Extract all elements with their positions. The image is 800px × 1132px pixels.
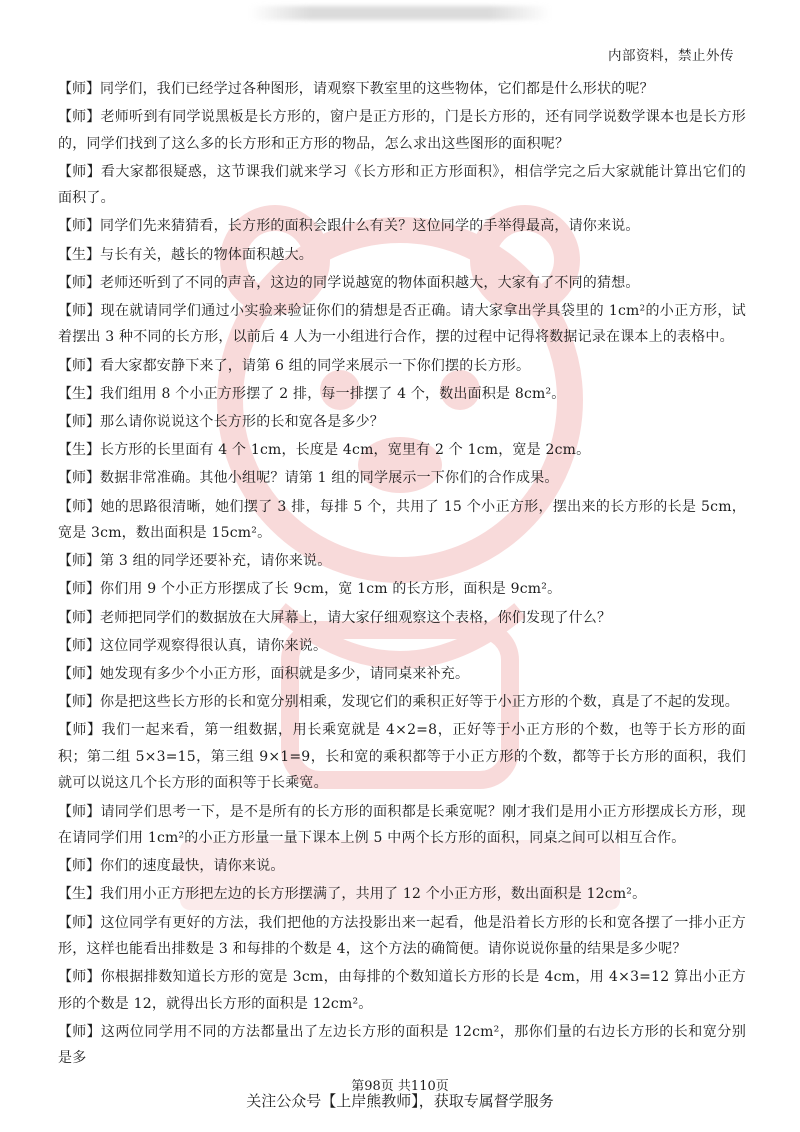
dialogue-paragraph — [58, 689, 746, 715]
dialogue-paragraph — [58, 381, 746, 407]
dialogue-paragraph — [58, 548, 746, 574]
paragraph-text: 老师还听到了不同的声音，这边的同学说越宽的物体面积越大，大家有了不同的猜想。 — [100, 274, 640, 291]
speaker-tag: 【师】 — [58, 858, 100, 875]
dialogue-paragraph — [58, 270, 746, 296]
paragraph-text: 她的思路很清晰，她们摆了 3 排，每排 5 个，共用了 15 个小正方形，摆出来的长方形的长是 5cm，宽是 3cm，数出面积是 15cm²。 — [58, 498, 747, 542]
speaker-tag: 【师】 — [58, 81, 100, 97]
dialogue-body — [58, 76, 746, 1073]
paragraph-text: 你们用 9 个小正方形摆成了长 9cm，宽 1cm 的长方形，面积是 9cm²。 — [100, 581, 562, 598]
dialogue-paragraph — [58, 159, 746, 212]
paragraph-text: 她发现有多少个小正方形，面积就是多少，请同桌来补充。 — [100, 666, 470, 683]
speaker-tag: 【师】 — [58, 357, 100, 374]
speaker-tag: 【师】 — [58, 609, 100, 626]
paragraph-text: 这位同学观察得很认真，请你来说。 — [100, 637, 328, 654]
paragraph-text: 老师把同学们的数据放在大屏幕上，请大家仔细观察这个表格，你们发现了什么？ — [100, 609, 612, 626]
paragraph-text: 看大家都安静下来了，请第 6 组的同学来展示一下你们摆的长方形。 — [100, 357, 531, 374]
paragraph-text: 同学们，我们已经学过各种图形，请观察下教室里的这些物体，它们都是什么形状的呢？ — [100, 81, 654, 97]
dialogue-paragraph — [58, 213, 746, 239]
dialogue-paragraph — [58, 910, 746, 963]
paragraph-text: 与长有关，越长的物体面积越大。 — [100, 246, 313, 263]
dialogue-paragraph — [58, 409, 746, 435]
dialogue-paragraph — [58, 605, 746, 631]
dialogue-paragraph — [58, 964, 746, 1017]
speaker-tag: 【师】 — [58, 414, 100, 431]
paragraph-text: 长方形的长里面有 4 个 1cm，长度是 4cm，宽里有 2 个 1cm，宽是 2cm。 — [100, 442, 591, 459]
paragraph-text: 这位同学有更好的方法，我们把他的方法投影出来一起看，他是沿着长方形的长和宽各摆了一排小正方形，这样也能看出排数是 3 和每排的个数是 4，这个方法的确简便。请你说说你量的结果是多少呢？ — [58, 914, 747, 957]
paragraph-text: 我们组用 8 个小正方形摆了 2 排，每一排摆了 4 个，数出面积是 8cm²。 — [100, 385, 566, 402]
speaker-tag: 【师】 — [58, 218, 100, 235]
speaker-tag: 【师】 — [58, 498, 101, 515]
speaker-tag: 【师】 — [58, 694, 100, 711]
paragraph-text: 你是把这些长方形的长和宽分别相乘，发现它们的乘积正好等于小正方形的个数，真是了不起的发现。 — [100, 694, 739, 711]
speaker-tag: 【师】 — [58, 553, 100, 570]
dialogue-paragraph — [58, 465, 746, 491]
speaker-tag: 【生】 — [58, 442, 100, 459]
footer-promo: 关注公众号【上岸熊教师】，获取专属督学服务 — [246, 1092, 554, 1110]
speaker-tag: 【师】 — [58, 1023, 101, 1040]
paragraph-text: 我们一起来看，第一组数据，用长乘宽就是 4×2=8，正好等于小正方形的个数，也等于长方形的面积；第二组 5×3=15，第三组 9×1=9，长和宽的乘积都等于小正方形的个数，都等于长方形的面积，我们就可以说这几个长方形的面积等于长乘宽。 — [58, 722, 746, 792]
speaker-tag: 【师】 — [58, 274, 100, 291]
dialogue-paragraph — [58, 717, 746, 796]
speaker-tag: 【师】 — [58, 666, 100, 683]
paragraph-text: 我们用小正方形把左边的长方形摆满了，共用了 12 个小正方形，数出面积是 12cm²。 — [100, 886, 647, 903]
speaker-tag: 【生】 — [58, 246, 100, 263]
dialogue-paragraph — [58, 104, 746, 157]
blurred-header-band — [250, 6, 550, 20]
paragraph-text: 现在就请同学们通过小实验来验证你们的猜想是否正确。请大家拿出学具袋里的 1cm²的小正方形，试着摆出 3 种不同的长方形，以前后 4 人为一小组进行合作，摆的过程中记得将数据记录在课本上的表格中。 — [58, 303, 747, 346]
dialogue-paragraph — [58, 661, 746, 687]
paragraph-text: 第 3 组的同学还要补充，请你来说。 — [100, 553, 332, 570]
paragraph-text: 你们的速度最快，请你来说。 — [100, 858, 285, 875]
paragraph-text: 看大家都很疑惑，这节课我们就来学习《长方形和正方形面积》，相信学完之后大家就能计算出它们的面积了。 — [58, 163, 747, 207]
speaker-tag: 【师】 — [58, 969, 101, 986]
speaker-tag: 【师】 — [58, 470, 100, 487]
header-note: 内部资料，禁止外传 — [608, 48, 734, 64]
dialogue-paragraph — [58, 494, 746, 547]
dialogue-paragraph — [58, 881, 746, 907]
dialogue-paragraph — [58, 853, 746, 879]
speaker-tag: 【生】 — [58, 385, 100, 402]
paragraph-text: 请同学们思考一下，是不是所有的长方形的面积都是长乘宽呢？刚才我们是用小正方形摆成长方形，现在请同学们用 1cm²的小正方形量一量下课本上例 5 中两个长方形的面积，同桌之间可以相互合作。 — [58, 803, 747, 846]
dialogue-paragraph — [58, 799, 746, 852]
speaker-tag: 【师】 — [58, 163, 101, 180]
speaker-tag: 【师】 — [58, 722, 102, 739]
speaker-tag: 【师】 — [58, 803, 101, 820]
dialogue-paragraph — [58, 633, 746, 659]
paragraph-text: 数据非常准确。其他小组呢？请第 1 组的同学展示一下你们的合作成果。 — [100, 470, 559, 487]
dialogue-paragraph — [58, 353, 746, 379]
paragraph-text: 老师听到有同学说黑板是长方形的，窗户是正方形的，门是长方形的，还有同学说数学课本也是长方形的，同学们找到了这么多的长方形和正方形的物品，怎么求出这些图形的面积呢？ — [58, 109, 747, 152]
page-number: 第98页 共110页 — [351, 1079, 449, 1094]
dialogue-paragraph — [58, 242, 746, 268]
speaker-tag: 【师】 — [58, 303, 101, 320]
paragraph-text: 你根据排数知道长方形的宽是 3cm，由每排的个数知道长方形的长是 4cm，用 4×3=12 算出小正方形的个数是 12，就得出长方形的面积是 12cm²。 — [58, 969, 747, 1012]
dialogue-paragraph — [58, 76, 746, 102]
paragraph-text: 这两位同学用不同的方法都量出了左边长方形的面积是 12cm²，那你们量的右边长方形的长和宽分别是多 — [58, 1023, 747, 1067]
dialogue-paragraph — [58, 437, 746, 463]
speaker-tag: 【师】 — [58, 914, 101, 931]
dialogue-paragraph — [58, 298, 746, 351]
speaker-tag: 【师】 — [58, 109, 101, 126]
dialogue-paragraph — [58, 576, 746, 602]
speaker-tag: 【生】 — [58, 886, 100, 903]
speaker-tag: 【师】 — [58, 637, 100, 654]
paragraph-text: 那么请你说说这个长方形的长和宽各是多少？ — [100, 414, 384, 431]
speaker-tag: 【师】 — [58, 581, 100, 598]
paragraph-text: 同学们先来猜猜看，长方形的面积会跟什么有关？这位同学的手举得最高，请你来说。 — [100, 218, 640, 235]
dialogue-paragraph — [58, 1019, 746, 1072]
